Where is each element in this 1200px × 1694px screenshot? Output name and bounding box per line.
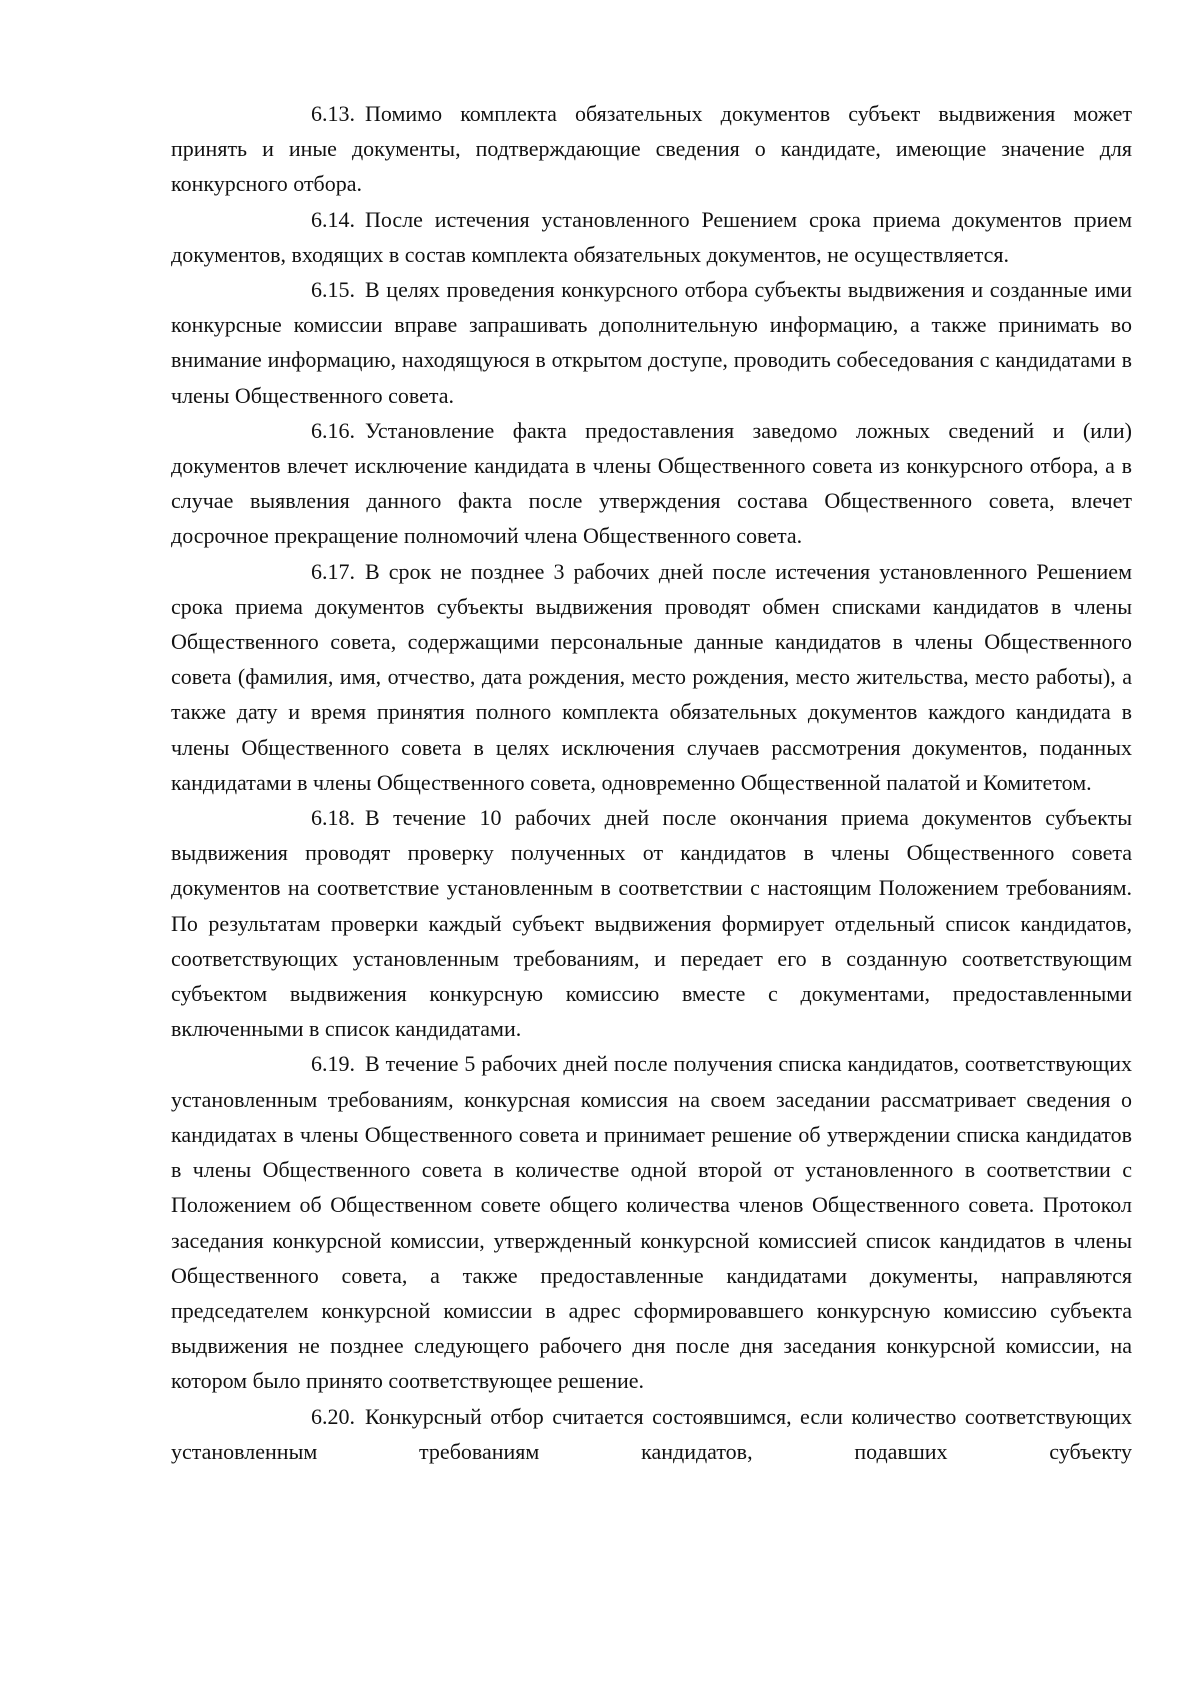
paragraph-number: 6.15. bbox=[311, 277, 355, 303]
paragraph-number: 6.18. bbox=[311, 805, 355, 831]
paragraph-number: 6.13. bbox=[311, 101, 355, 126]
paragraph-6-13 bbox=[171, 96, 1132, 202]
paragraph-6-18 bbox=[171, 800, 1132, 1046]
paragraph-text: После истечения установленного Решением срока приема документов прием документов, входящих в состав комплекта обязательных документов, не осуществляется. bbox=[171, 206, 1132, 267]
paragraph-number: 6.16. bbox=[311, 417, 355, 443]
paragraph-6-15 bbox=[171, 272, 1132, 413]
paragraph-text: Конкурсный отбор считается состоявшимся, если количество соответствующих установленным требованиям кандидатов, подавших субъекту bbox=[171, 1403, 1132, 1464]
paragraph-text: В срок не позднее 3 рабочих дней после истечения установленного Решением срока приема документов субъекты выдвижения проводят обмен списками кандидатов в члены Общественного совета, содержащими персональные данные кандидатов в члены Общественного совета (фамилия, имя, отчество, дата рождения, место рождения, место жительства, место работы), а также дату и время принятия полного комплекта обязательных документов каждого кандидата в члены Общественного совета в целях исключения случаев рассмотрения документов, поданных кандидатами в члены Общественного совета, одновременно Общественной палатой и Комитетом. bbox=[171, 558, 1132, 795]
paragraph-number: 6.20. bbox=[311, 1403, 355, 1429]
paragraph-6-16 bbox=[171, 413, 1132, 554]
paragraph-text: Установление факта предоставления заведомо ложных сведений и (или) документов влечет исключение кандидата в члены Общественного совета из конкурсного отбора, а в случае выявления данного факта после утверждения состава Общественного совета, влечет досрочное прекращение полномочий члена Общественного совета. bbox=[171, 417, 1132, 549]
paragraph-6-14 bbox=[171, 202, 1132, 272]
paragraph-text: В течение 10 рабочих дней после окончания приема документов субъекты выдвижения проводят проверку полученных от кандидатов в члены Общественного совета документов на соответствие установленным в соответствии с настоящим Положением требованиям. По результатам проверки каждый субъект выдвижения формирует отдельный список кандидатов, соответствующих установленным требованиям, и передает его в созданную соответствующим субъектом выдвижения конкурсную комиссию вместе с документами, предоставленными включенными в список кандидатами. bbox=[171, 805, 1132, 1042]
paragraph-6-17 bbox=[171, 554, 1132, 800]
paragraph-text: В течение 5 рабочих дней после получения списка кандидатов, соответствующих установленным требованиям, конкурсная комиссия на своем заседании рассматривает сведения о кандидатах в члены Общественного совета и принимает решение об утверждении списка кандидатов в члены Общественного совета в количестве одной второй от установленного в соответствии с Положением об Общественном совете общего количества членов Общественного совета. Протокол заседания конкурсной комиссии, утвержденный конкурсной комиссией список кандидатов в члены Общественного совета, а также предоставленные кандидатами документы, направляются председателем конкурсной комиссии в адрес сформировавшего конкурсную комиссию субъекта выдвижения не позднее следующего рабочего дня после дня заседания конкурсной комиссии, на котором было принято соответствующее решение. bbox=[171, 1051, 1132, 1394]
paragraph-text: В целях проведения конкурсного отбора субъекты выдвижения и созданные ими конкурсные комиссии вправе запрашивать дополнительную информацию, а также принимать во внимание информацию, находящуюся в открытом доступе, проводить собеседования с кандидатами в члены Общественного совета. bbox=[171, 277, 1132, 408]
paragraph-6-20 bbox=[171, 1399, 1132, 1469]
document-body bbox=[171, 96, 1132, 1469]
paragraph-number: 6.14. bbox=[311, 206, 355, 232]
paragraph-6-19 bbox=[171, 1046, 1132, 1398]
paragraph-number: 6.17. bbox=[311, 558, 355, 584]
paragraph-text: Помимо комплекта обязательных документов субъект выдвижения может принять и иные документы, подтверждающие сведения о кандидате, имеющие значение для конкурсного отбора. bbox=[171, 101, 1132, 197]
paragraph-number: 6.19. bbox=[311, 1051, 355, 1077]
